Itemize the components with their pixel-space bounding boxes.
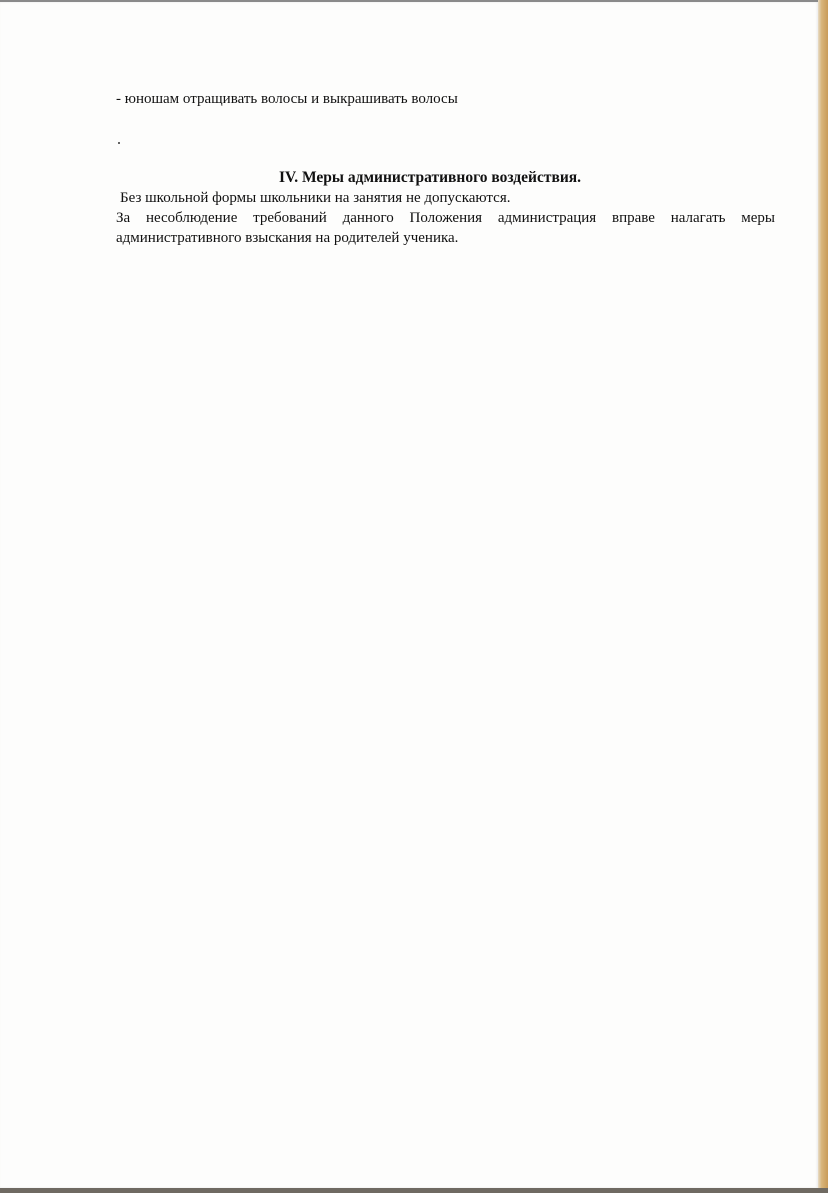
rule-text-uniform: Без школьной формы школьники на занятия не допускаются. <box>120 190 511 206</box>
scan-artifact-dot <box>118 142 120 144</box>
section-heading: IV. Меры административного воздействия. <box>279 169 582 186</box>
rule-text-penalty: За несоблюдение требований данного Положения администрация вправе налагать меры <box>116 210 775 226</box>
scan-bottom-edge <box>0 1188 828 1193</box>
rule-text-hair: - юношам отращивать волосы и выкрашивать волосы <box>116 91 458 107</box>
paper-right-edge <box>818 0 828 1193</box>
rule-text-penalty-continued: административного взыскания на родителей ученика. <box>116 230 459 246</box>
